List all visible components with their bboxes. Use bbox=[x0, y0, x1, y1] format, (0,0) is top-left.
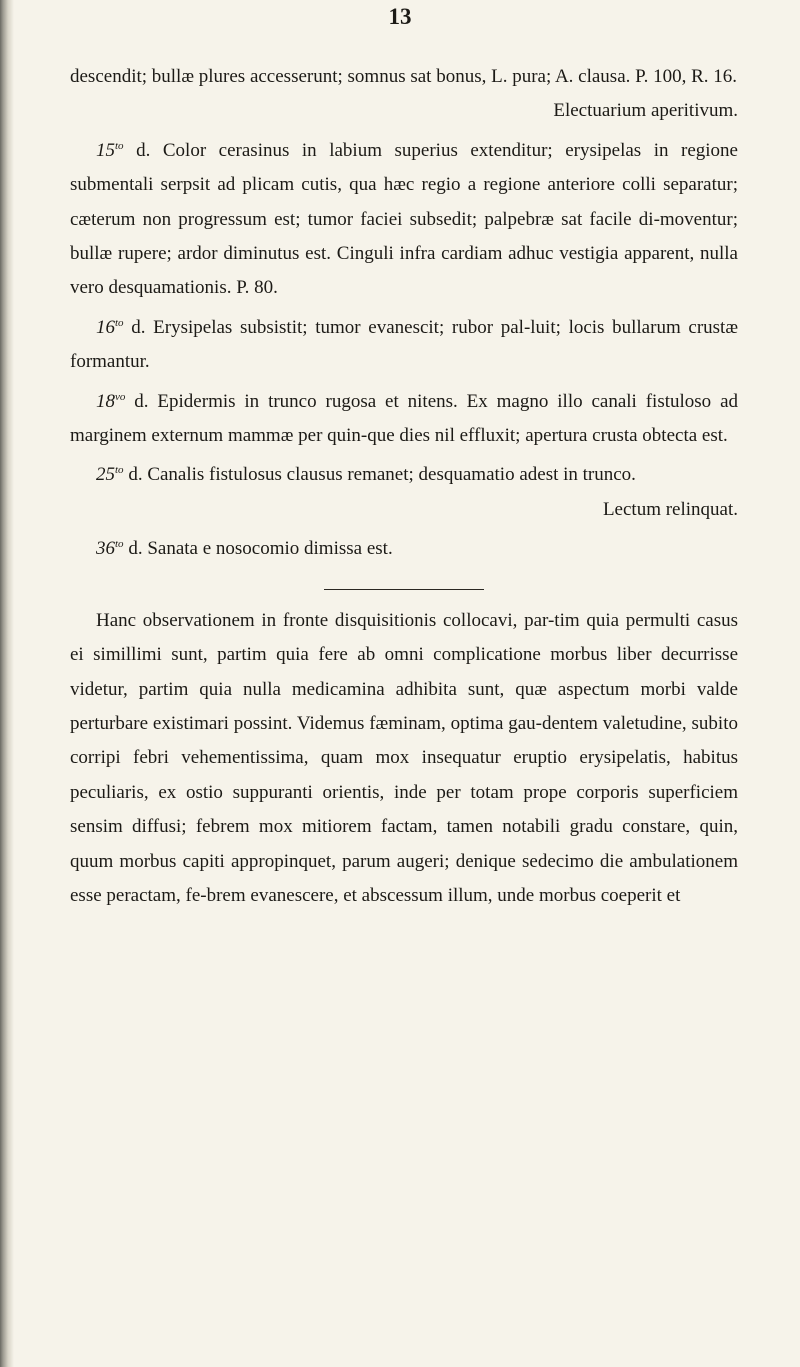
paragraph-text: Hanc observationem in fronte disquisitionis collocavi, par-tim quia permulti casus ei simillimi sunt, partim quia fere ab omni complicatione morbus liber decurrisse videtur, partim quia nulla medicamina adhibita sunt, quæ aspectum morbi valde perturbare existimari possint. Videmus fæminam, optima gau-dentem valetudine, subito corripi febri vehementissima, quam mox insequatur eruptio erysipelatis, habitus peculiaris, ex ostio suppuranti orientis, inde per totam prope corporis superficiem sensim diffusi; febrem mox mitiorem factam, tamen notabili gradu constare, quin, quum morbus capiti appropinquet, parum augeri; denique sedecimo die ambulationem esse peractam, fe-brem evanescere, et abscessum illum, unde morbus coeperit et bbox=[70, 609, 738, 906]
paragraph-text: descendit; bullæ plures accesserunt; somnus sat bonus, L. pura; A. clausa. P. 100, R. 16. bbox=[70, 66, 738, 87]
day-date: $25^{to}$ bbox=[96, 464, 124, 486]
discussion-paragraph bbox=[70, 604, 738, 914]
day-text: d. Erysipelas subsistit; tumor evanescit; rubor pal-luit; locis bullarum crustæ formantur. bbox=[70, 316, 738, 373]
day-text: d. Sanata e nosocomio dimissa est. bbox=[128, 538, 393, 560]
prescription-line bbox=[70, 493, 738, 527]
page-binding-edge bbox=[0, 0, 14, 1367]
day-date: $36^{to}$ bbox=[96, 538, 124, 560]
day-date: $16^{to}$ bbox=[96, 316, 124, 338]
day-entry bbox=[70, 380, 738, 454]
day-date: $15^{to}$ bbox=[96, 139, 124, 161]
day-entry bbox=[70, 129, 738, 306]
day-entry bbox=[70, 453, 738, 492]
day-text: d. Epidermis in trunco rugosa et nitens. Ex magno illo canali fistuloso ad marginem externum mammæ per quin-que dies nil effluxit; apertura crusta obtecta est. bbox=[70, 390, 739, 447]
prescription-text: Lectum relinquat. bbox=[602, 498, 738, 520]
page-text bbox=[70, 60, 738, 913]
day-entry bbox=[70, 527, 738, 566]
day-entry bbox=[70, 306, 738, 380]
day-date: $18^{vo}$ bbox=[96, 390, 126, 412]
section-divider bbox=[324, 589, 484, 590]
paragraph-continuation bbox=[70, 60, 738, 94]
day-text: d. Canalis fistulosus clausus remanet; desquamatio adest in trunco. bbox=[128, 464, 636, 486]
day-text: d. Color cerasinus in labium superius extenditur; erysipelas in regione submentali serpsit ad plicam cutis, qua hæc regio a regione anteriore colli separatur; cæterum non progressum est; tumor faciei subsedit; palpebræ sat facile di-moventur; bullæ rupere; ardor diminutus est. Cinguli infra cardiam adhuc vestigia apparent, nulla vero desquamationis. P. 80. bbox=[70, 139, 738, 299]
page-number: 13 bbox=[388, 4, 412, 29]
prescription-text: Electuarium aperitivum. bbox=[553, 100, 738, 122]
prescription-line bbox=[70, 94, 738, 128]
